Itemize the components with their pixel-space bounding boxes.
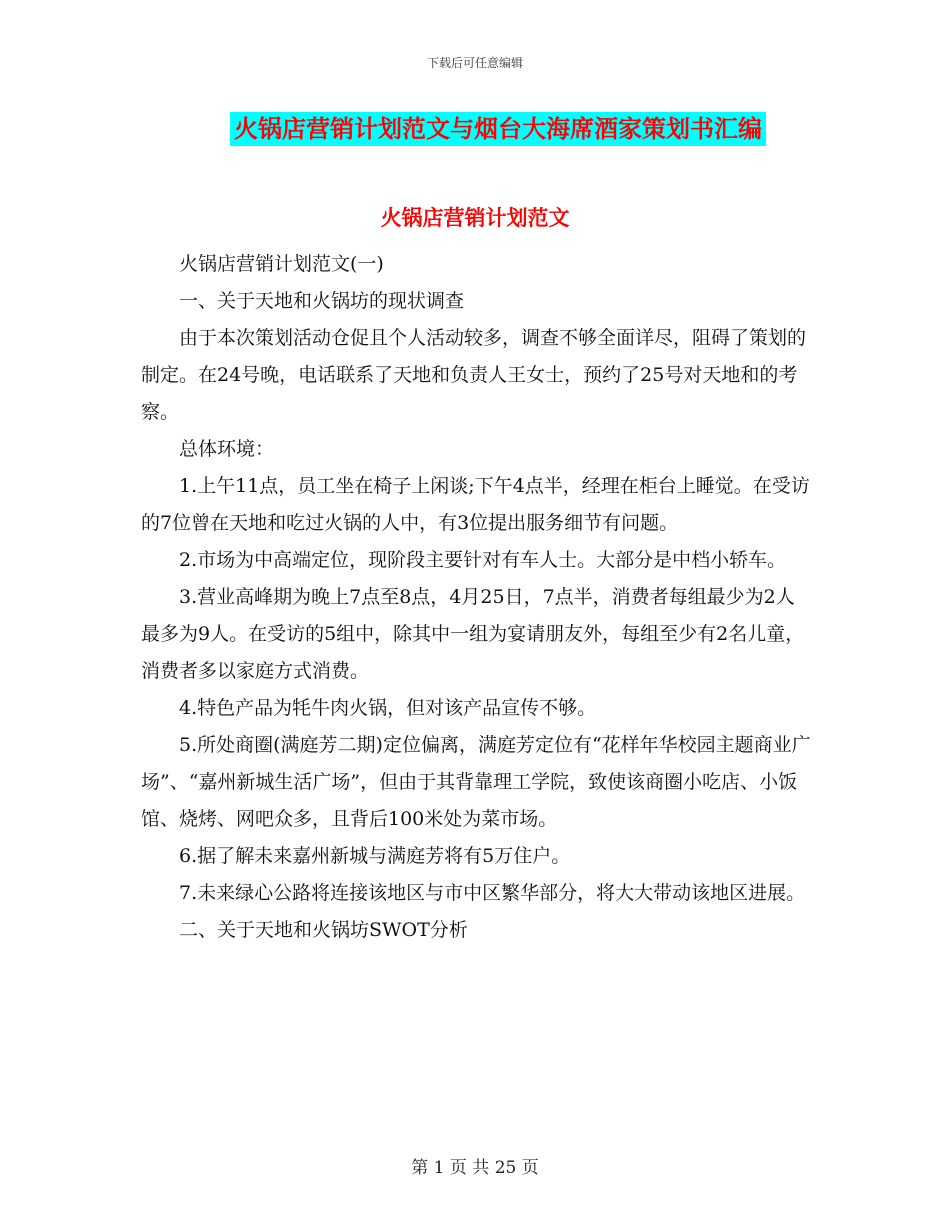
page-number: 第 1 页 共 25 页 — [411, 1158, 539, 1178]
paragraph: 4.特色产品为牦牛肉火锅，但对该产品宣传不够。 — [179, 697, 597, 719]
paragraph: 5.所处商圈(满庭芳二期)定位偏离，满庭芳定位有“花样年华校园主题商业广场”、“嘉州新城生活广场”，但由于其背靠理工学院，致使该商圈小吃店、小饭馆、烧烤、网吧众多，且背后100米处为菜市场。 — [141, 734, 811, 830]
section-title: 火锅店营销计划范文 — [380, 206, 570, 230]
paragraph: 3.营业高峰期为晚上7点至8点，4月25日，7点半，消费者每组最少为2人最多为9人。在受访的5组中，除其中一组为宴请朋友外，每组至少有2名儿童，消费者多以家庭方式消费。 — [141, 586, 805, 682]
paragraph: 1.上午11点，员工坐在椅子上闲谈;下午4点半，经理在柜台上睡觉。在受访的7位曾在天地和吃过火锅的人中，有3位提出服务细节有问题。 — [141, 475, 810, 534]
paragraph: 7.未来绿心公路将连接该地区与市中区繁华部分，将大大带动该地区进展。 — [179, 882, 806, 904]
page-header-note: 下载后可任意编辑 — [426, 56, 523, 70]
paragraph: 由于本次策划活动仓促且个人活动较多，调查不够全面详尽，阻碍了策划的制定。在24号晚，电话联系了天地和负责人王女士，预约了25号对天地和的考察。 — [141, 327, 807, 423]
main-title-container — [0, 112, 950, 146]
paragraph: 2.市场为中高端定位，现阶段主要针对有车人士。大部分是中档小轿车。 — [179, 549, 787, 571]
paragraph: 一、关于天地和火锅坊的现状调查 — [179, 290, 465, 312]
paragraph: 6.据了解未来嘉州新城与满庭芳将有5万住户。 — [179, 845, 571, 867]
paragraph: 火锅店营销计划范文(一) — [179, 253, 384, 275]
paragraph: 二、关于天地和火锅坊SWOT分析 — [179, 919, 468, 941]
main-title: 火锅店营销计划范文与烟台大海席酒家策划书汇编 — [230, 112, 766, 146]
paragraph: 总体环境： — [179, 438, 275, 460]
body-text — [141, 246, 811, 949]
